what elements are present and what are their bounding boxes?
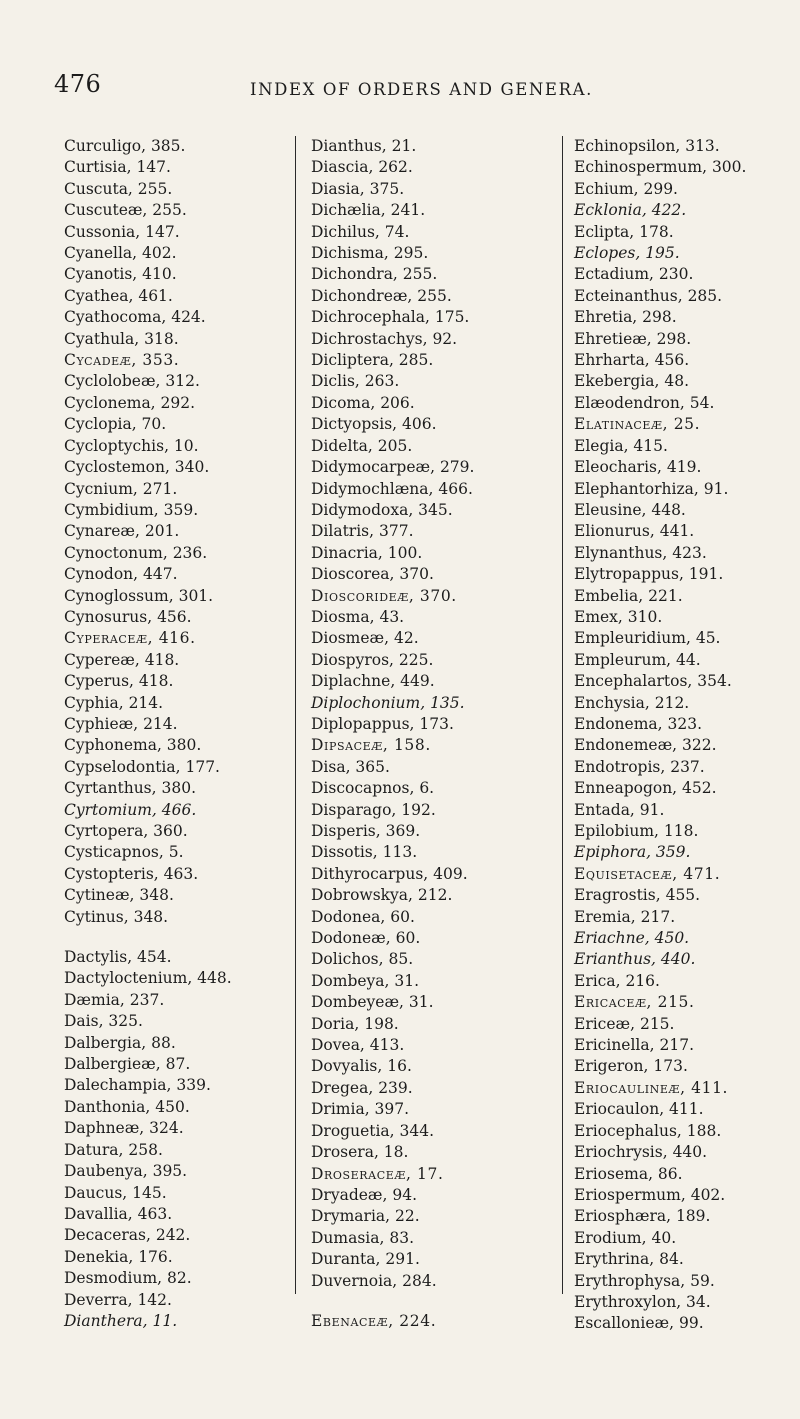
index-entry: Erianthus, 440. <box>574 950 696 969</box>
index-entry: Ericinella, 217. <box>574 1036 694 1055</box>
index-entry: Daubenya, 395. <box>64 1162 188 1181</box>
index-entry: Eclopes, 195. <box>574 244 680 263</box>
index-entry: Datura, 258. <box>64 1140 163 1159</box>
index-entry: Drosera, 18. <box>311 1143 409 1162</box>
index-entry: Eclipta, 178. <box>574 222 674 241</box>
index-entry: Eleusine, 448. <box>574 500 686 519</box>
index-entry: Dregea, 239. <box>311 1078 413 1097</box>
page-number: 476 <box>54 70 102 98</box>
index-entry: Cyclopia, 70. <box>64 415 167 434</box>
index-entry: Eriospermum, 402. <box>574 1185 726 1204</box>
index-entry: Dichrostachys, 92. <box>311 329 458 348</box>
index-entry: Dryadeæ, 94. <box>311 1185 418 1204</box>
index-entry: Dichælia, 241. <box>311 201 426 220</box>
index-entry: Cyanotis, 410. <box>64 265 177 284</box>
index-entry: Eragrostis, 455. <box>574 886 701 905</box>
index-entry: Cuscuta, 255. <box>64 179 173 198</box>
index-entry: Cyathea, 461. <box>64 286 173 305</box>
index-entry: Ekebergia, 48. <box>574 372 690 391</box>
index-entry: Doria, 198. <box>311 1014 399 1033</box>
index-entry: Diosma, 43. <box>311 607 405 626</box>
index-entry: Dianthus, 21. <box>311 137 417 155</box>
index-entry: Eriocaulineæ, 411. <box>574 1078 729 1097</box>
index-entry: Dilatris, 377. <box>311 522 414 541</box>
index-entry: Erodium, 40. <box>574 1228 677 1247</box>
index-entry: Droseraceæ, 17. <box>311 1164 444 1183</box>
index-entry: Dolichos, 85. <box>311 950 414 969</box>
index-entry: Eriosphæra, 189. <box>574 1207 711 1226</box>
index-entry: Disa, 365. <box>311 757 390 776</box>
index-entry: Cycloptychis, 10. <box>64 436 199 455</box>
index-entry: Cypereæ, 418. <box>64 650 180 669</box>
index-entry: Epilobium, 118. <box>574 822 699 840</box>
index-entry: Dichondreæ, 255. <box>311 286 452 305</box>
index-entry: Cyperaceæ, 416. <box>64 629 196 648</box>
index-entry: Diplachne, 449. <box>311 672 435 691</box>
index-entry: Didymochlæna, 466. <box>311 479 473 498</box>
index-entry: Dodonea, 60. <box>311 907 415 926</box>
index-entry: Dactyloctenium, 448. <box>64 969 232 988</box>
index-entry: Elegia, 415. <box>574 436 668 455</box>
index-entry: Elionurus, 441. <box>574 522 695 541</box>
index-entry: Desmodium, 82. <box>64 1269 192 1288</box>
index-entry: Erica, 216. <box>574 971 660 990</box>
index-entry: Eleocharis, 419. <box>574 458 702 477</box>
index-entry: Diosmeæ, 42. <box>311 629 419 648</box>
index-entry: Ecklonia, 422. <box>574 201 687 220</box>
index-entry: Curculigo, 385. <box>64 137 186 155</box>
index-entry: Cyphia, 214. <box>64 693 164 712</box>
index-entry: Dais, 325. <box>64 1012 143 1031</box>
index-entry: Curtisia, 147. <box>64 158 171 177</box>
index-entry: Eriocaulon, 411. <box>574 1100 704 1119</box>
index-entry: Diclis, 263. <box>311 372 400 391</box>
index-entry: Endonema, 323. <box>574 714 703 733</box>
index-entry: Equisetaceæ, 471. <box>574 864 721 883</box>
index-entry: Ehretieæ, 298. <box>574 329 692 348</box>
index-entry: Embelia, 221. <box>574 586 683 605</box>
index-entry: Drymaria, 22. <box>311 1207 420 1226</box>
index-entry: Cynodon, 447. <box>64 565 178 584</box>
index-entry: Empleurum, 44. <box>574 650 701 669</box>
index-entry: Didymodoxa, 345. <box>311 500 453 519</box>
index-entry: Eriocephalus, 188. <box>574 1121 722 1140</box>
index-entry: Davallia, 463. <box>64 1204 173 1223</box>
index-entry: Elytropappus, 191. <box>574 565 724 584</box>
index-entry: Didymocarpeæ, 279. <box>311 458 475 477</box>
index-entry: Discocapnos, 6. <box>311 779 435 798</box>
running-title: INDEX OF ORDERS AND GENERA. <box>250 80 593 99</box>
index-entry: Erythrina, 84. <box>574 1250 684 1269</box>
index-entry: Cyphonema, 380. <box>64 736 202 755</box>
index-entry: Escallonieæ, 99. <box>574 1314 704 1333</box>
index-entry: Dicliptera, 285. <box>311 351 434 370</box>
index-entry: Erythrophysa, 59. <box>574 1271 715 1290</box>
index-entry: Dalbergia, 88. <box>64 1033 176 1052</box>
index-entry: Diplopappus, 173. <box>311 714 454 733</box>
index-entry: Cynoglossum, 301. <box>64 586 214 605</box>
index-entry: Dioscorideæ, 370. <box>311 586 457 605</box>
index-entry: Dodoneæ, 60. <box>311 929 421 948</box>
index-entry: Cymbidium, 359. <box>64 500 199 519</box>
index-entry: Echium, 299. <box>574 179 678 198</box>
index-entry: Dichondra, 255. <box>311 265 438 284</box>
index-entry: Cystopteris, 463. <box>64 864 199 883</box>
index-entry: Cynosurus, 456. <box>64 607 192 626</box>
index-entry: Disparago, 192. <box>311 800 436 819</box>
index-entry: Dalbergieæ, 87. <box>64 1055 191 1074</box>
index-entry: Didelta, 205. <box>311 436 413 455</box>
index-entry: Cyperus, 418. <box>64 672 174 691</box>
index-entry: Dichrocephala, 175. <box>311 308 470 327</box>
index-entry: Encephalartos, 354. <box>574 672 732 691</box>
index-entry: Endotropis, 237. <box>574 757 705 776</box>
index-entry: Ehretia, 298. <box>574 308 677 327</box>
index-entry: Cyphieæ, 214. <box>64 714 178 733</box>
index-entry: Elephantorhiza, 91. <box>574 479 729 498</box>
index-entry: Disperis, 369. <box>311 822 421 840</box>
index-entry: Decaceras, 242. <box>64 1226 191 1245</box>
index-entry: Cyathula, 318. <box>64 329 179 348</box>
index-entry: Endonemeæ, 322. <box>574 736 717 755</box>
index-entry: Ericaceæ, 215. <box>574 993 695 1012</box>
index-entry: Dalechampia, 339. <box>64 1076 211 1095</box>
index-entry: Cyrtopera, 360. <box>64 822 188 840</box>
index-entry: Dichisma, 295. <box>311 244 429 263</box>
index-entry: Elæodendron, 54. <box>574 393 715 412</box>
index-entry: Dovea, 413. <box>311 1036 405 1055</box>
index-entry: Cynoctonum, 236. <box>64 543 208 562</box>
index-entry: Cytinus, 348. <box>64 907 169 926</box>
index-entry: Droguetia, 344. <box>311 1121 435 1140</box>
index-entry: Ectadium, 230. <box>574 265 694 284</box>
column-rule-2 <box>562 136 563 1294</box>
index-entry: Dioscorea, 370. <box>311 565 434 584</box>
index-entry: Cycnium, 271. <box>64 479 178 498</box>
index-column-1 <box>64 136 264 1332</box>
index-entry: Echinospermum, 300. <box>574 158 747 177</box>
index-entry: Eriosema, 86. <box>574 1164 683 1183</box>
index-entry: Empleuridium, 45. <box>574 629 721 648</box>
index-entry: Dovyalis, 16. <box>311 1057 412 1076</box>
index-entry: Dombeyeæ, 31. <box>311 993 434 1012</box>
index-entry: Cyclolobeæ, 312. <box>64 372 200 391</box>
index-entry: Dichilus, 74. <box>311 222 410 241</box>
index-entry: Diospyros, 225. <box>311 650 434 669</box>
index-entry: Cyclostemon, 340. <box>64 458 210 477</box>
index-column-3 <box>574 136 784 1335</box>
index-entry: Cytineæ, 348. <box>64 886 174 905</box>
index-entry: Diasia, 375. <box>311 179 405 198</box>
index-entry: Cynareæ, 201. <box>64 522 180 541</box>
index-entry: Ecteinanthus, 285. <box>574 286 723 305</box>
index-entry: Cyrtanthus, 380. <box>64 779 196 798</box>
index-entry: Diplochonium, 135. <box>311 693 465 712</box>
index-entry: Daphneæ, 324. <box>64 1119 184 1138</box>
index-column-2 <box>311 136 511 1332</box>
index-entry: Dissotis, 113. <box>311 843 418 862</box>
index-entry: Eremia, 217. <box>574 907 676 926</box>
index-entry: Dobrowskya, 212. <box>311 886 453 905</box>
index-entry: Deverra, 142. <box>64 1290 172 1309</box>
index-entry: Emex, 310. <box>574 607 663 626</box>
index-entry: Dinacria, 100. <box>311 543 423 562</box>
index-entry: Cyrtomium, 466. <box>64 800 197 819</box>
index-entry: Eriochrysis, 440. <box>574 1143 708 1162</box>
index-entry: Dæmia, 237. <box>64 990 165 1009</box>
index-entry: Erigeron, 173. <box>574 1057 688 1076</box>
index-entry: Epiphora, 359. <box>574 843 691 862</box>
index-entry: Dianthera, 11. <box>64 1311 178 1330</box>
index-entry: Dombeya, 31. <box>311 971 420 990</box>
index-entry: Duvernoia, 284. <box>311 1271 437 1290</box>
index-entry: Danthonia, 450. <box>64 1097 190 1116</box>
index-entry: Ehrharta, 456. <box>574 351 690 370</box>
index-entry: Cypselodontia, 177. <box>64 757 220 776</box>
index-entry: Denekia, 176. <box>64 1247 173 1266</box>
index-entry: Daucus, 145. <box>64 1183 167 1202</box>
index-entry: Dactylis, 454. <box>64 948 172 967</box>
index-entry: Duranta, 291. <box>311 1250 420 1269</box>
index-entry: Enchysia, 212. <box>574 693 690 712</box>
index-entry: Eriachne, 450. <box>574 929 690 948</box>
index-entry: Erythroxylon, 34. <box>574 1292 711 1311</box>
index-entry: Dicoma, 206. <box>311 393 415 412</box>
index-entry: Cuscuteæ, 255. <box>64 201 187 220</box>
index-entry: Drimia, 397. <box>311 1100 410 1119</box>
index-entry: Cussonia, 147. <box>64 222 180 241</box>
index-entry: Ebenaceæ, 224. <box>311 1311 437 1330</box>
index-entry: Cyanella, 402. <box>64 244 177 263</box>
index-entry: Diascia, 262. <box>311 158 413 177</box>
index-entry: Elynanthus, 423. <box>574 543 707 562</box>
index-entry: Enneapogon, 452. <box>574 779 717 798</box>
index-entry: Cyclonema, 292. <box>64 393 196 412</box>
index-entry: Cyathocoma, 424. <box>64 308 206 327</box>
index-entry: Echinopsilon, 313. <box>574 137 720 155</box>
index-entry: Dictyopsis, 406. <box>311 415 437 434</box>
index-entry: Dipsaceæ, 158. <box>311 736 431 755</box>
index-entry: Dumasia, 83. <box>311 1228 415 1247</box>
index-entry: Cycadeæ, 353. <box>64 351 180 370</box>
index-entry: Ericeæ, 215. <box>574 1014 675 1033</box>
index-entry: Dithyrocarpus, 409. <box>311 864 468 883</box>
column-rule-1 <box>295 136 296 1294</box>
index-entry: Elatinaceæ, 25. <box>574 415 701 434</box>
index-entry: Cysticapnos, 5. <box>64 843 184 862</box>
index-entry: Entada, 91. <box>574 800 665 819</box>
